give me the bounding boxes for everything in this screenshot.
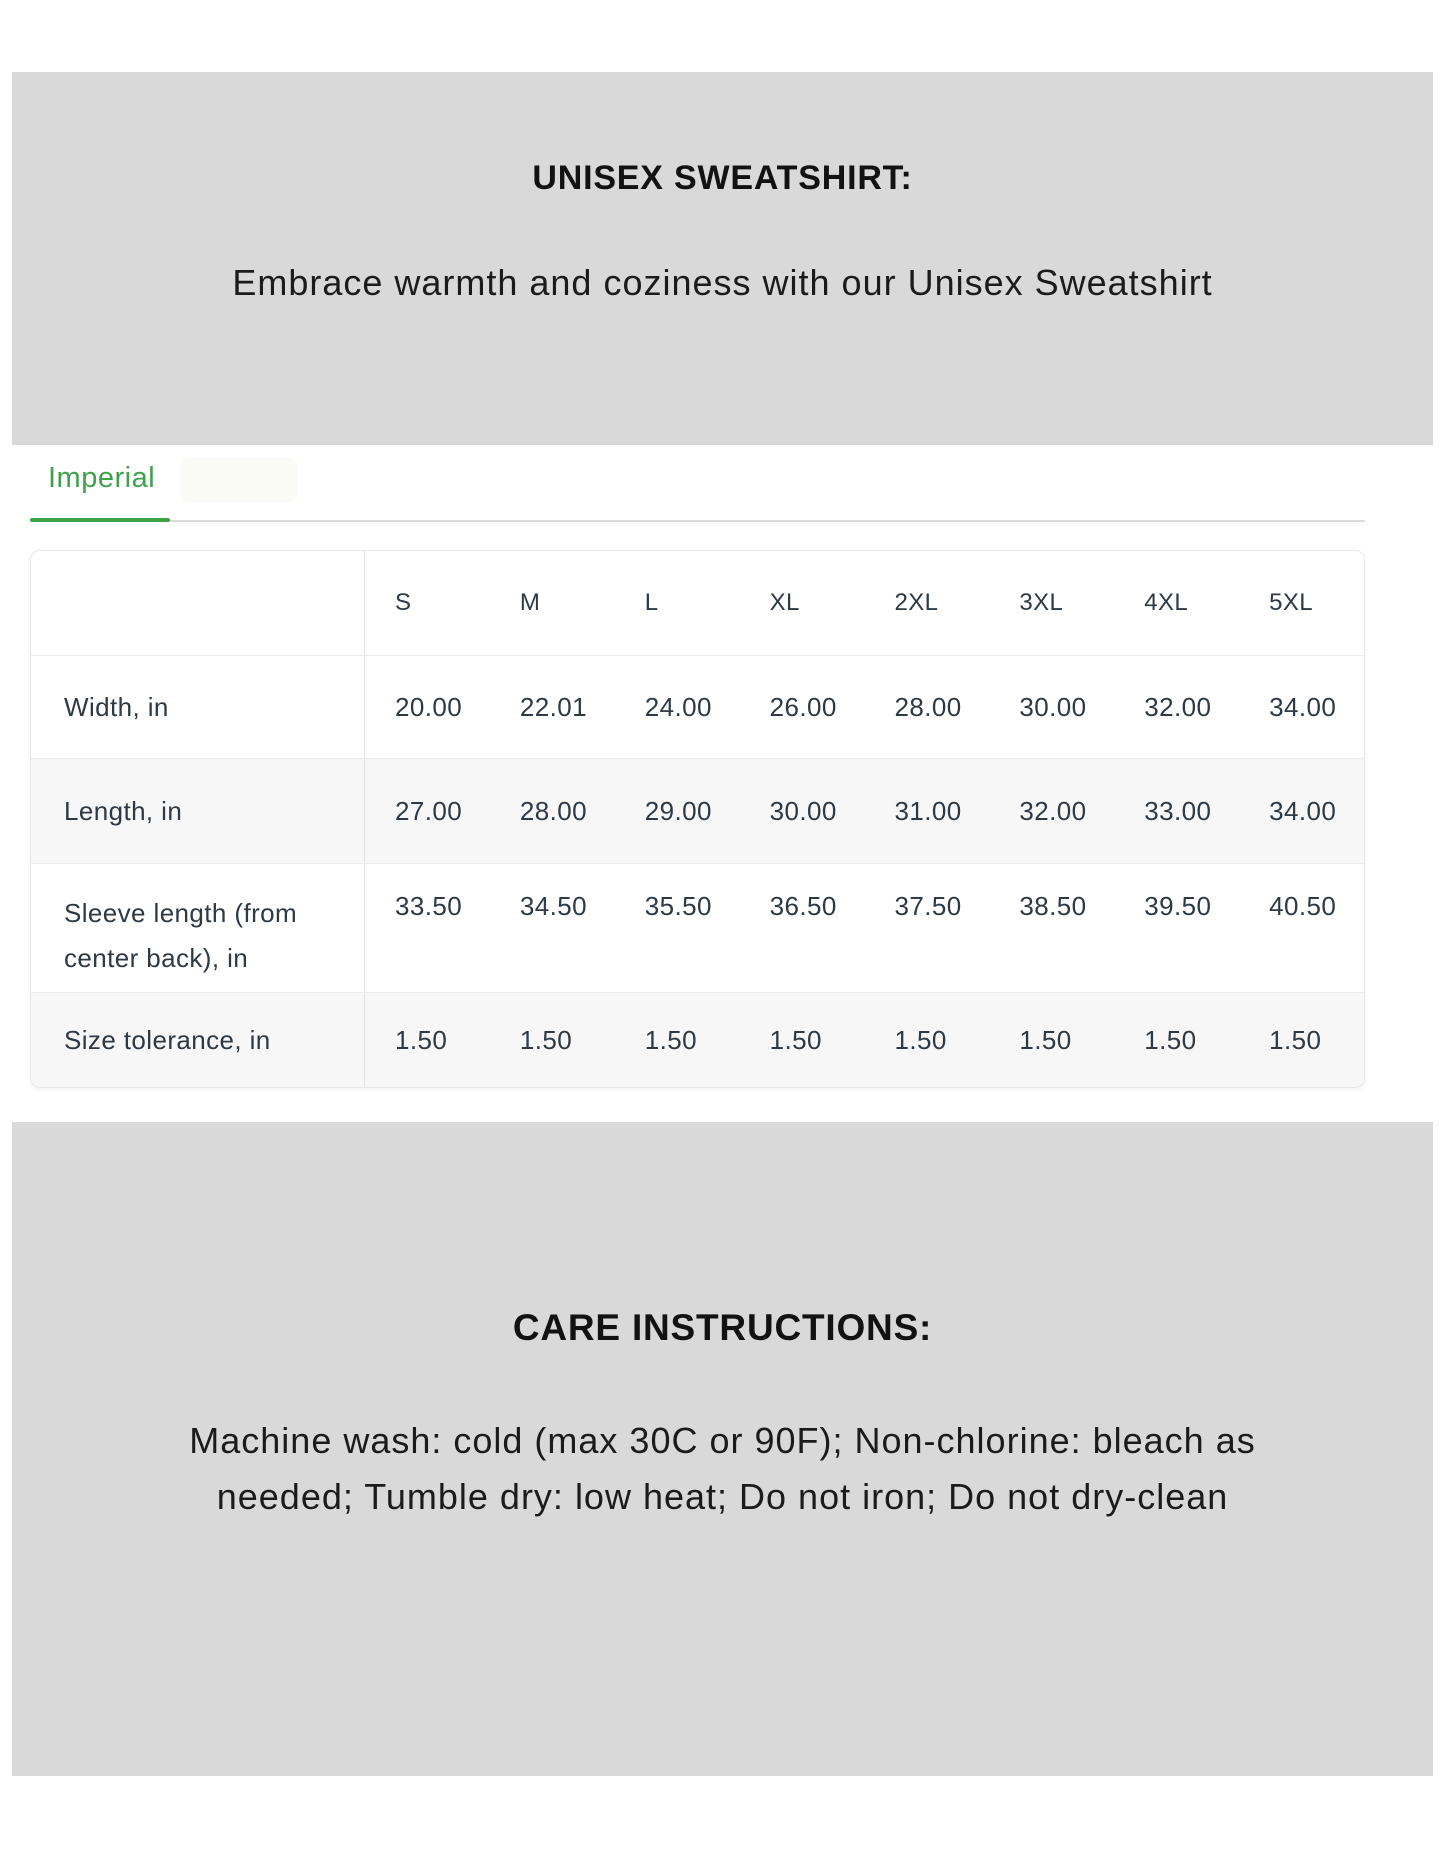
value-cell: 1.50 (644, 1024, 697, 1055)
value-cell: 32.00 (1019, 795, 1087, 826)
value-cell: 37.50 (894, 891, 962, 921)
product-title: UNISEX SWEATSHIRT: (532, 159, 913, 197)
value-cell: 1.50 (519, 1024, 573, 1055)
care-banner (12, 1122, 1433, 1776)
table-row (31, 992, 1364, 1087)
row-label: Size tolerance, in (31, 993, 365, 1087)
product-banner (12, 72, 1433, 445)
care-text: Machine wash: cold (max 30C or 90F); Non-chlorine: bleach as needed; Tumble dry: low heat; Do not iron; Do not dry-clean (189, 1420, 1256, 1517)
value-cell: 33.00 (1144, 795, 1212, 826)
header-corner-cell (31, 551, 365, 655)
care-title: CARE INSTRUCTIONS: (512, 1307, 933, 1348)
value-cell: 1.50 (395, 1024, 448, 1055)
column-header-M: M (519, 589, 541, 616)
value-cell: 26.00 (769, 691, 837, 722)
value-cell: 34.00 (1269, 691, 1337, 722)
table-row (31, 655, 1364, 758)
value-cell: 1.50 (894, 1024, 947, 1055)
value-cell: 28.00 (894, 691, 962, 722)
table-row (31, 758, 1364, 863)
row-label: Length, in (31, 759, 365, 863)
value-cell: 32.00 (1144, 691, 1212, 722)
value-cell: 24.00 (644, 691, 712, 722)
size-chart-header-row (31, 551, 1364, 655)
tab-metric-placeholder[interactable] (180, 458, 298, 502)
value-cell: 1.50 (1269, 1024, 1322, 1055)
table-row (31, 863, 1364, 992)
column-header-S: S (395, 589, 412, 616)
column-header-4XL: 4XL (1144, 589, 1189, 616)
value-cell: 1.50 (1144, 1024, 1197, 1055)
tabbar-divider (30, 520, 1365, 522)
value-cell: 38.50 (1019, 891, 1087, 921)
value-cell: 27.00 (395, 795, 463, 826)
column-header-L: L (644, 589, 659, 616)
column-header-2XL: 2XL (894, 589, 939, 616)
column-header-3XL: 3XL (1019, 589, 1064, 616)
value-cell: 33.50 (395, 891, 463, 921)
value-cell: 31.00 (894, 795, 962, 826)
value-cell: 1.50 (1019, 1024, 1072, 1055)
value-cell: 30.00 (769, 795, 837, 826)
value-cell: 35.50 (644, 891, 712, 921)
unit-tabbar (30, 462, 1365, 522)
value-cell: 34.50 (519, 891, 587, 921)
product-subtitle: Embrace warmth and coziness with our Unisex Sweatshirt (232, 262, 1213, 303)
value-cell: 36.50 (769, 891, 837, 921)
row-label: Width, in (31, 656, 365, 758)
value-cell: 28.00 (519, 795, 587, 826)
value-cell: 22.01 (519, 691, 587, 722)
column-header-XL: XL (769, 589, 800, 616)
value-cell: 40.50 (1269, 891, 1337, 921)
value-cell: 34.00 (1269, 795, 1337, 826)
value-cell: 29.00 (644, 795, 712, 826)
value-cell: 1.50 (769, 1024, 822, 1055)
value-cell: 30.00 (1019, 691, 1087, 722)
row-label: Sleeve length (from center back), in (31, 864, 365, 992)
size-chart-table (30, 550, 1365, 1088)
column-header-5XL: 5XL (1269, 589, 1314, 616)
value-cell: 20.00 (395, 691, 463, 722)
active-tab-underline (30, 518, 170, 522)
tab-imperial[interactable]: Imperial (48, 462, 156, 494)
value-cell: 39.50 (1144, 891, 1212, 921)
